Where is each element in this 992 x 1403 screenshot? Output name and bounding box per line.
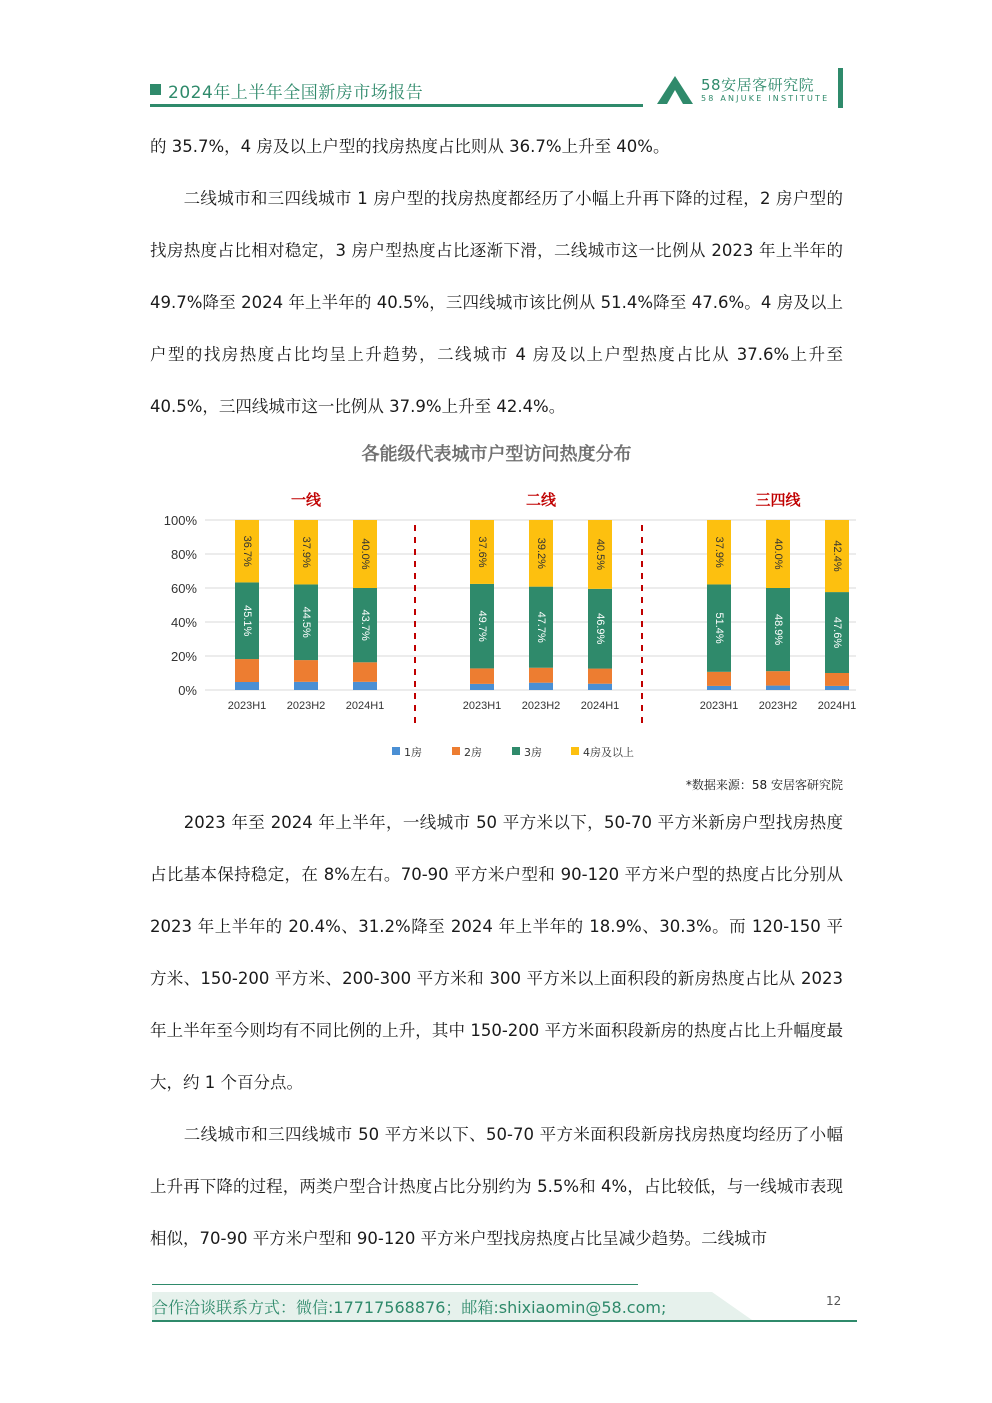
stacked-bar-chart bbox=[150, 480, 860, 770]
legend-label: 3房 bbox=[524, 746, 542, 759]
logo-mark-icon bbox=[655, 74, 695, 108]
header-square-icon bbox=[150, 84, 161, 95]
chart-title: 各能级代表城市户型访问热度分布 bbox=[361, 444, 632, 465]
data-label: 43.7% bbox=[359, 609, 372, 641]
data-label: 47.7% bbox=[535, 611, 548, 643]
y-tick-label: 100% bbox=[163, 513, 197, 528]
data-label: 46.9% bbox=[594, 613, 607, 645]
data-label: 51.4% bbox=[713, 612, 726, 644]
page-number: 12 bbox=[826, 1294, 842, 1308]
x-tick-label: 2023H1 bbox=[699, 700, 739, 712]
logo-name: 58安居客研究院 bbox=[701, 76, 815, 94]
bar-segment bbox=[766, 686, 790, 690]
legend-swatch bbox=[392, 747, 400, 755]
x-tick-label: 2023H1 bbox=[227, 700, 267, 712]
y-tick-label: 60% bbox=[170, 581, 197, 596]
bar-segment bbox=[235, 659, 259, 682]
data-label: 37.6% bbox=[476, 536, 489, 568]
bar-segment bbox=[529, 668, 553, 683]
bar-segment bbox=[588, 684, 612, 690]
bar-segment bbox=[825, 686, 849, 690]
group-label: 三四线 bbox=[755, 491, 801, 509]
group-label: 一线 bbox=[290, 491, 322, 509]
x-tick-label: 2023H1 bbox=[462, 700, 502, 712]
footer-contact: 合作洽谈联系方式：微信:17717568876；邮箱:shixiaomin@58.com; bbox=[152, 1298, 667, 1317]
data-label: 47.6% bbox=[831, 616, 844, 649]
data-label: 40.5% bbox=[594, 538, 607, 571]
y-tick-label: 40% bbox=[170, 615, 197, 630]
bar-segment bbox=[707, 672, 731, 686]
bar-segment bbox=[294, 682, 318, 690]
paragraph: 的 35.7%，4 房及以上户型的找房热度占比则从 36.7%上升至 40%。 bbox=[150, 137, 670, 156]
body-text-top bbox=[150, 121, 843, 433]
x-tick-label: 2023H2 bbox=[286, 700, 326, 712]
legend-label: 1房 bbox=[404, 746, 422, 759]
legend-label: 2房 bbox=[464, 746, 482, 759]
paragraph: 2023 年至 2024 年上半年，一线城市 50 平方米以下，50-70 平方米新房户型找房热度占比基本保持稳定，在 8%左右。70-90 平方米户型和 90-120 平方米户型的热度占比分别从 2023 年上半年的 20.4%、31.2%降至 2024 年上半年的 18.9%、30.3%。而 120-150 平方米、150-200 平方米、200-300 平方米和 300 平方米以上面积段的新房热度占比从 2023 年上半年至今则均有不同比例的上升，其中 150-200 平方米面积段新房的热度占比上升幅度最大，约 1 个百分点。 bbox=[150, 813, 843, 1092]
logo-subtitle: 58 ANJUKE INSTITUTE bbox=[701, 94, 830, 103]
legend-label: 4房及以上 bbox=[583, 746, 634, 759]
data-source: *数据来源：58 安居客研究院 bbox=[685, 778, 843, 792]
legend-swatch bbox=[452, 747, 460, 755]
bar-segment bbox=[707, 686, 731, 690]
bar-segment bbox=[353, 662, 377, 682]
bar-segment bbox=[470, 668, 494, 683]
paragraph: 二线城市和三四线城市 1 房户型的找房热度都经历了小幅上升再下降的过程，2 房户型的找房热度占比相对稳定，3 房户型热度占比逐渐下滑，二线城市这一比例从 2023 年上半年的 49.7%降至 2024 年上半年的 40.5%，三四线城市该比例从 51.4%降至 47.6%。4 房及以上户型的找房热度占比均呈上升趋势，二线城市 4 房及以上户型热度占比从 37.6%上升至 40.5%，三四线城市这一比例从 37.9%上升至 42.4%。 bbox=[150, 189, 843, 416]
body-text-bottom bbox=[150, 797, 843, 1265]
bar-segment bbox=[470, 684, 494, 690]
y-tick-label: 80% bbox=[170, 547, 197, 562]
legend-swatch bbox=[571, 747, 579, 755]
group-label: 二线 bbox=[525, 491, 557, 509]
x-tick-label: 2023H2 bbox=[521, 700, 561, 712]
data-label: 39.2% bbox=[535, 537, 548, 569]
data-label: 36.7% bbox=[241, 535, 254, 567]
bar-segment bbox=[353, 682, 377, 690]
report-title: 2024年上半年全国新房市场报告 bbox=[168, 83, 424, 103]
data-label: 44.5% bbox=[300, 606, 313, 638]
bar-segment bbox=[766, 671, 790, 685]
data-label: 37.9% bbox=[300, 536, 313, 568]
data-label: 42.4% bbox=[831, 540, 844, 572]
x-tick-label: 2024H1 bbox=[580, 700, 620, 712]
bar-segment bbox=[825, 673, 849, 686]
data-label: 49.7% bbox=[476, 610, 489, 642]
logo bbox=[655, 72, 845, 108]
paragraph: 二线城市和三四线城市 50 平方米以下、50-70 平方米面积段新房找房热度均经历了小幅上升再下降的过程，两类户型合计热度占比分别约为 5.5%和 4%，占比较低，与一线城市表现相似，70-90 平方米户型和 90-120 平方米户型找房热度占比呈减少趋势。二线城市 bbox=[150, 1125, 843, 1248]
header-side-bar bbox=[838, 68, 843, 108]
data-label: 37.9% bbox=[713, 536, 726, 568]
data-label: 48.9% bbox=[772, 613, 785, 646]
y-tick-label: 20% bbox=[170, 649, 197, 664]
legend-swatch bbox=[512, 747, 520, 755]
header-rule bbox=[150, 104, 643, 107]
bar-segment bbox=[294, 660, 318, 682]
bar-segment bbox=[235, 682, 259, 690]
data-label: 40.0% bbox=[359, 538, 372, 570]
bar-segment bbox=[529, 683, 553, 690]
page-header bbox=[150, 72, 850, 112]
footer-rule bbox=[152, 1284, 638, 1285]
x-tick-label: 2023H2 bbox=[758, 700, 798, 712]
y-tick-label: 0% bbox=[178, 683, 197, 698]
data-label: 45.1% bbox=[241, 605, 254, 637]
data-label: 40.0% bbox=[772, 538, 785, 570]
x-tick-label: 2024H1 bbox=[345, 700, 385, 712]
bar-segment bbox=[588, 669, 612, 684]
x-tick-label: 2024H1 bbox=[817, 700, 857, 712]
